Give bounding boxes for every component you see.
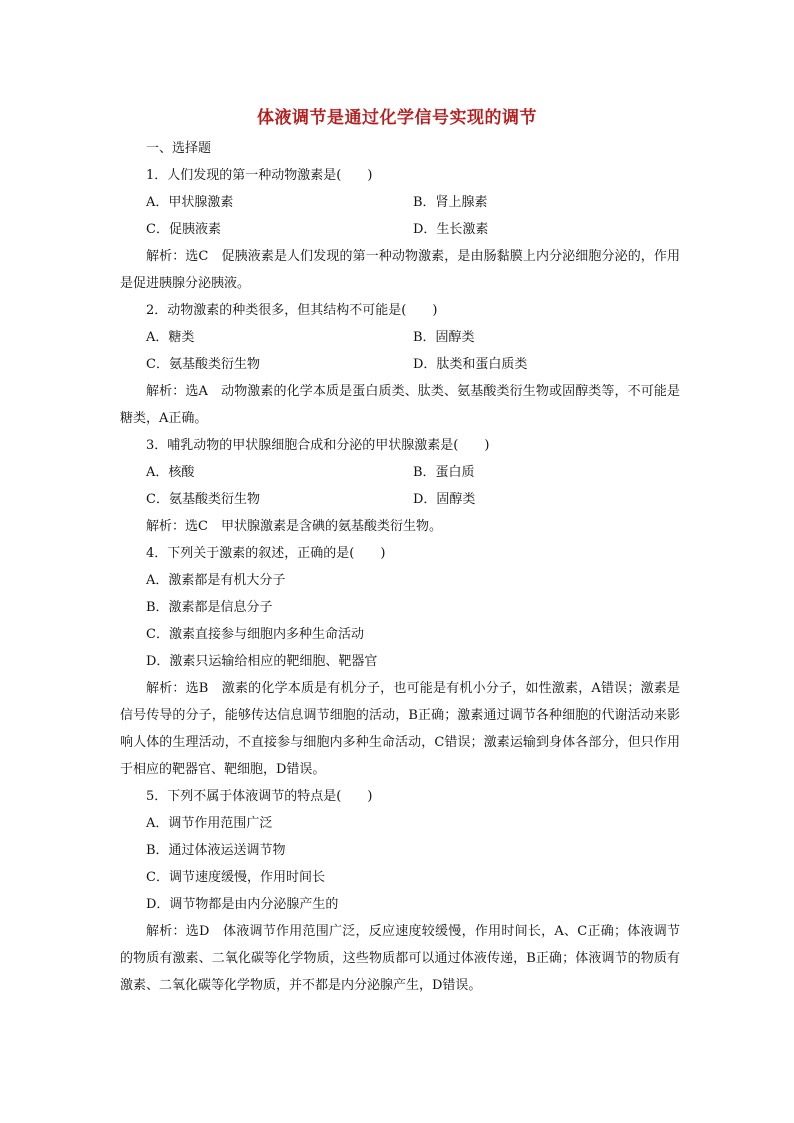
question-2-option-a: A．糖类: [146, 330, 195, 345]
question-2-analysis: 解析：选A 动物激素的化学本质是蛋白质类、肽类、氨基酸类衍生物或固醇类等，不可能是糖类，A正确。: [120, 384, 680, 426]
question-1-stem: 1．人们发现的第一种动物激素是( ): [146, 168, 373, 183]
question-3-options-row-2: [120, 486, 680, 513]
question-4-option-a: A．激素都是有机大分子: [146, 573, 286, 588]
question-4-option-c: C．激素直接参与细胞内多种生命活动: [146, 627, 364, 642]
question-1-option-a: A．甲状腺激素: [146, 195, 234, 210]
question-1-option-c: C．促胰液素: [146, 222, 221, 237]
question-2-options-row-2: [120, 351, 680, 378]
question-1-option-d: D．生长激素: [413, 222, 489, 237]
question-3-stem: 3．哺乳动物的甲状腺细胞合成和分泌的甲状腺激素是( ): [146, 438, 490, 453]
question-2-option-d: D．肽类和蛋白质类: [413, 357, 528, 372]
question-2-options-row-1: [120, 324, 680, 351]
document-content: [120, 135, 680, 999]
question-3-option-a: A．核酸: [146, 465, 195, 480]
question-5-stem: 5．下列不属于体液调节的特点是( ): [146, 789, 373, 804]
section-heading: 一、选择题: [146, 141, 212, 156]
question-1-option-b: B．肾上腺素: [413, 195, 488, 210]
question-4-option-b: B．激素都是信息分子: [146, 600, 273, 615]
question-3-option-c: C．氨基酸类衍生物: [146, 492, 260, 507]
question-5-option-c: C．调节速度缓慢，作用时间长: [146, 870, 325, 885]
document-title: 体液调节是通过化学信号实现的调节: [257, 108, 537, 128]
question-4-analysis: 解析：选B 激素的化学本质是有机分子，也可能是有机小分子，如性激素，A错误；激素是信号传导的分子，能够传达信息调节细胞的活动，B正确；激素通过调节各种细胞的代谢活动来影响人体的生理活动，不直接参与细胞内多种生命活动，C错误；激素运输到身体各部分，但只作用于相应的靶器官、靶细胞，D错误。: [120, 681, 680, 777]
question-3-analysis: 解析：选C 甲状腺激素是含碘的氨基酸类衍生物。: [146, 519, 442, 534]
question-2-option-b: B．固醇类: [413, 330, 475, 345]
question-2-stem: 2．动物激素的种类很多，但其结构不可能是( ): [146, 303, 438, 318]
question-1-options-row-1: [120, 189, 680, 216]
question-5-option-d: D．调节物都是由内分泌腺产生的: [146, 897, 339, 912]
question-1-analysis: 解析：选C 促胰液素是人们发现的第一种动物激素，是由肠黏膜上内分泌细胞分泌的，作用是促进胰腺分泌胰液。: [120, 249, 680, 291]
question-1-options-row-2: [120, 216, 680, 243]
question-5-analysis: 解析：选D 体液调节作用范围广泛，反应速度较缓慢，作用时间长，A、C正确；体液调节的物质有激素、二氧化碳等化学物质，这些物质都可以通过体液传递，B正确；体液调节的物质有激素、二氧化碳等化学物质，并不都是内分泌腺产生，D错误。: [120, 924, 680, 993]
question-3-option-b: B．蛋白质: [413, 465, 475, 480]
question-3-option-d: D．固醇类: [413, 492, 476, 507]
question-4-stem: 4．下列关于激素的叙述，正确的是( ): [146, 546, 386, 561]
question-2-option-c: C．氨基酸类衍生物: [146, 357, 260, 372]
question-5-option-b: B．通过体液运送调节物: [146, 843, 286, 858]
question-5-option-a: A．调节作用范围广泛: [146, 816, 273, 831]
question-4-option-d: D．激素只运输给相应的靶细胞、靶器官: [146, 654, 378, 669]
question-3-options-row-1: [120, 459, 680, 486]
